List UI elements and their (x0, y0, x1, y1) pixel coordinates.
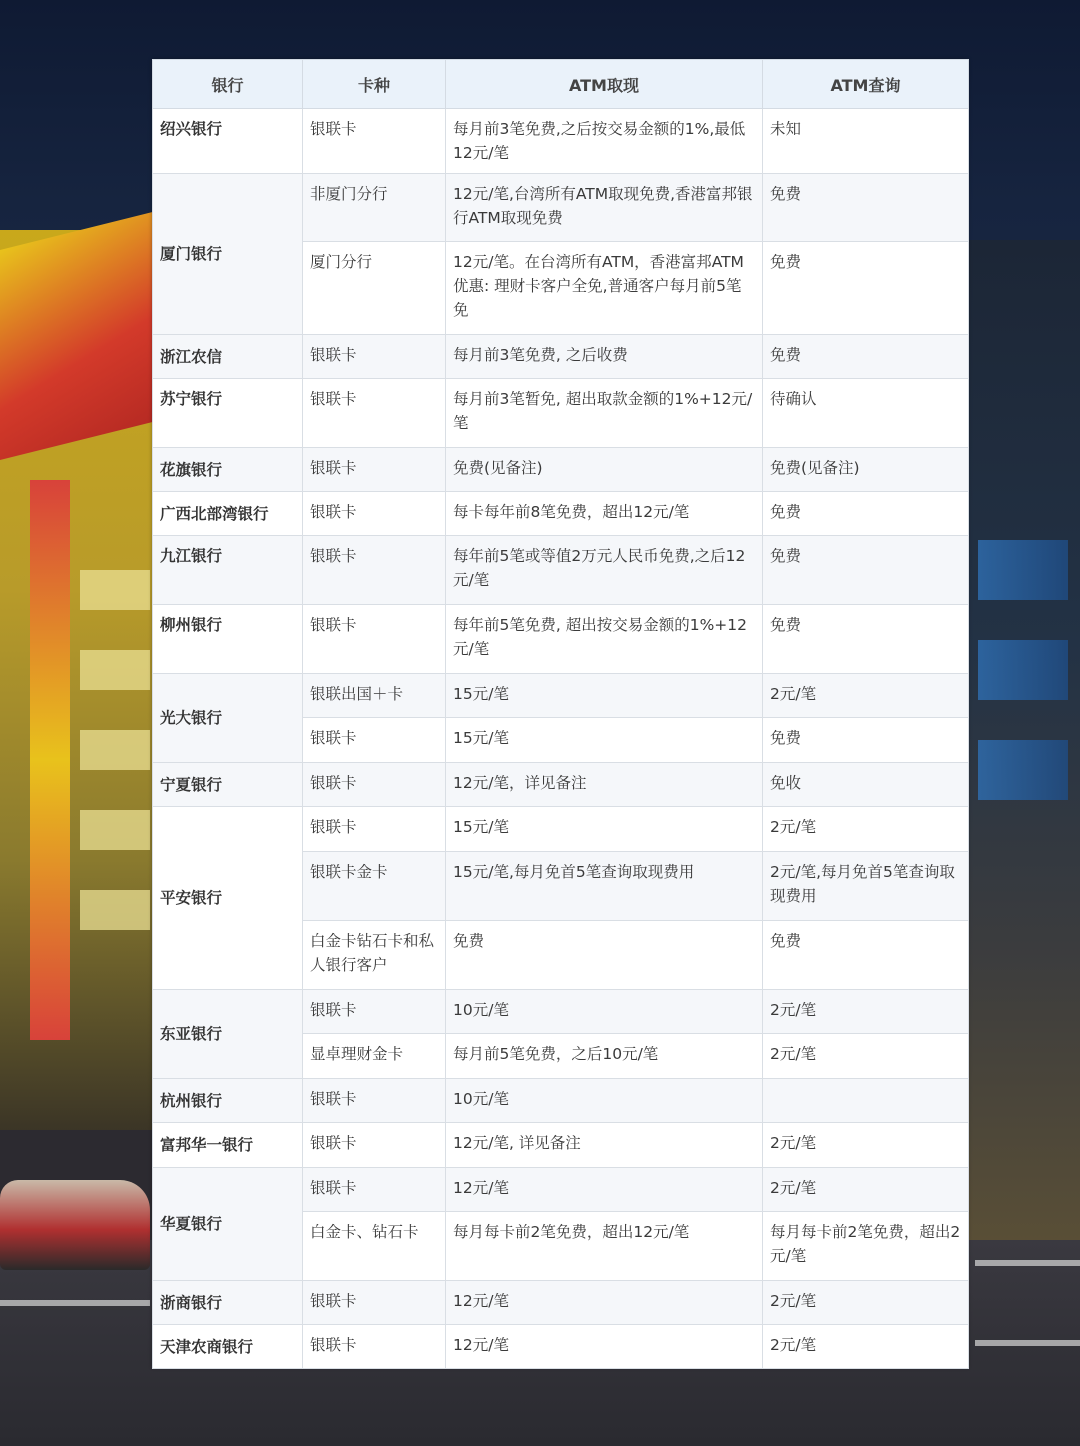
query-cell: 免费 (763, 718, 969, 763)
bank-cell: 华夏银行 (153, 1168, 303, 1281)
header-card-type: 卡种 (303, 60, 446, 109)
withdraw-cell: 10元/笔 (446, 990, 763, 1034)
card-cell: 银联卡 (303, 763, 446, 807)
query-cell: 免收 (763, 763, 969, 807)
card-cell: 银联卡 (303, 448, 446, 492)
bank-cell: 富邦华一银行 (153, 1123, 303, 1168)
header-atm-withdraw: ATM取现 (446, 60, 763, 109)
atm-fee-table (152, 59, 969, 1369)
card-cell: 显卓理财金卡 (303, 1034, 446, 1079)
table-row (153, 990, 969, 1034)
card-cell: 银联卡金卡 (303, 852, 446, 921)
query-cell: 2元/笔 (763, 1034, 969, 1079)
table-row (153, 807, 969, 852)
withdraw-cell: 每月每卡前2笔免费，超出12元/笔 (446, 1212, 763, 1281)
card-cell: 银联出国＋卡 (303, 674, 446, 718)
withdraw-cell: 每卡每年前8笔免费，超出12元/笔 (446, 492, 763, 536)
query-cell: 待确认 (763, 379, 969, 448)
bank-cell: 苏宁银行 (153, 379, 303, 448)
withdraw-cell: 12元/笔 (446, 1325, 763, 1369)
query-cell: 免费 (763, 921, 969, 990)
withdraw-cell: 15元/笔 (446, 718, 763, 763)
withdraw-cell: 每月前3笔暂免, 超出取款金额的1%+12元/笔 (446, 379, 763, 448)
table-row (153, 109, 969, 174)
card-cell: 银联卡 (303, 1079, 446, 1123)
bank-cell: 浙商银行 (153, 1281, 303, 1325)
background-road-marking (0, 1300, 150, 1306)
card-cell: 银联卡 (303, 718, 446, 763)
background-building-right (968, 240, 1080, 1250)
query-cell: 免费 (763, 335, 969, 379)
withdraw-cell: 12元/笔 (446, 1168, 763, 1212)
table-row (153, 605, 969, 674)
background-sign (0, 210, 160, 460)
bank-cell: 光大银行 (153, 674, 303, 763)
table-row (153, 1281, 969, 1325)
background-window (80, 890, 150, 930)
background-road-marking (975, 1340, 1080, 1346)
withdraw-cell: 12元/笔，详见备注 (446, 763, 763, 807)
bank-cell: 柳州银行 (153, 605, 303, 674)
card-cell: 银联卡 (303, 1123, 446, 1168)
bank-cell: 花旗银行 (153, 448, 303, 492)
card-cell: 白金卡钻石卡和私人银行客户 (303, 921, 446, 990)
card-cell: 银联卡 (303, 1168, 446, 1212)
withdraw-cell: 12元/笔,台湾所有ATM取现免费,香港富邦银行ATM取现免费 (446, 174, 763, 242)
query-cell: 2元/笔 (763, 674, 969, 718)
background-window (80, 570, 150, 610)
background-window (978, 540, 1068, 600)
query-cell: 免费 (763, 242, 969, 335)
table-row (153, 379, 969, 448)
table-row (153, 674, 969, 718)
header-bank: 银行 (153, 60, 303, 109)
card-cell: 银联卡 (303, 1325, 446, 1369)
query-cell: 2元/笔,每月免首5笔查询取现费用 (763, 852, 969, 921)
table-row (153, 536, 969, 605)
background-window (80, 650, 150, 690)
table-row (153, 1325, 969, 1369)
bank-cell: 厦门银行 (153, 174, 303, 335)
withdraw-cell: 免费(见备注) (446, 448, 763, 492)
query-cell: 每月每卡前2笔免费，超出2元/笔 (763, 1212, 969, 1281)
query-cell: 2元/笔 (763, 1168, 969, 1212)
table-row (153, 1168, 969, 1212)
withdraw-cell: 12元/笔 (446, 1281, 763, 1325)
card-cell: 银联卡 (303, 109, 446, 174)
table-row (153, 335, 969, 379)
header-atm-query: ATM查询 (763, 60, 969, 109)
atm-fee-table-card (152, 59, 968, 1367)
query-cell: 免费 (763, 605, 969, 674)
withdraw-cell: 每月前3笔免费, 之后收费 (446, 335, 763, 379)
card-cell: 非厦门分行 (303, 174, 446, 242)
background-vertical-sign (30, 480, 70, 1040)
bank-cell: 浙江农信 (153, 335, 303, 379)
query-cell: 免费(见备注) (763, 448, 969, 492)
table-row (153, 1079, 969, 1123)
table-row (153, 763, 969, 807)
bank-cell: 天津农商银行 (153, 1325, 303, 1369)
withdraw-cell: 15元/笔 (446, 674, 763, 718)
table-row (153, 448, 969, 492)
query-cell: 免费 (763, 174, 969, 242)
bank-cell: 九江银行 (153, 536, 303, 605)
withdraw-cell: 每年前5笔或等值2万元人民币免费,之后12元/笔 (446, 536, 763, 605)
background-taxi (0, 1180, 150, 1270)
query-cell: 2元/笔 (763, 1281, 969, 1325)
withdraw-cell: 10元/笔 (446, 1079, 763, 1123)
query-cell: 免费 (763, 492, 969, 536)
card-cell: 银联卡 (303, 807, 446, 852)
query-cell (763, 1079, 969, 1123)
withdraw-cell: 每月前3笔免费,之后按交易金额的1%,最低12元/笔 (446, 109, 763, 174)
background-building-left (0, 230, 160, 1130)
bank-cell: 杭州银行 (153, 1079, 303, 1123)
query-cell: 免费 (763, 536, 969, 605)
query-cell: 2元/笔 (763, 807, 969, 852)
card-cell: 白金卡、钻石卡 (303, 1212, 446, 1281)
withdraw-cell: 12元/笔, 详见备注 (446, 1123, 763, 1168)
card-cell: 银联卡 (303, 990, 446, 1034)
card-cell: 银联卡 (303, 536, 446, 605)
background-window (80, 810, 150, 850)
bank-cell: 宁夏银行 (153, 763, 303, 807)
background-window (978, 740, 1068, 800)
card-cell: 银联卡 (303, 335, 446, 379)
withdraw-cell: 15元/笔 (446, 807, 763, 852)
background-window (80, 730, 150, 770)
bank-cell: 绍兴银行 (153, 109, 303, 174)
card-cell: 银联卡 (303, 492, 446, 536)
withdraw-cell: 免费 (446, 921, 763, 990)
query-cell: 未知 (763, 109, 969, 174)
withdraw-cell: 每年前5笔免费, 超出按交易金额的1%+12元/笔 (446, 605, 763, 674)
card-cell: 厦门分行 (303, 242, 446, 335)
card-cell: 银联卡 (303, 1281, 446, 1325)
query-cell: 2元/笔 (763, 1325, 969, 1369)
table-row (153, 492, 969, 536)
background-window (978, 640, 1068, 700)
card-cell: 银联卡 (303, 605, 446, 674)
table-row (153, 1123, 969, 1168)
query-cell: 2元/笔 (763, 1123, 969, 1168)
withdraw-cell: 12元/笔。在台湾所有ATM，香港富邦ATM优惠: 理财卡客户全免,普通客户每月前5笔免 (446, 242, 763, 335)
table-row (153, 174, 969, 242)
card-cell: 银联卡 (303, 379, 446, 448)
background-road-marking (975, 1260, 1080, 1266)
bank-cell: 平安银行 (153, 807, 303, 990)
bank-cell: 广西北部湾银行 (153, 492, 303, 536)
withdraw-cell: 每月前5笔免费，之后10元/笔 (446, 1034, 763, 1079)
query-cell: 2元/笔 (763, 990, 969, 1034)
withdraw-cell: 15元/笔,每月免首5笔查询取现费用 (446, 852, 763, 921)
table-header-row (153, 60, 969, 109)
bank-cell: 东亚银行 (153, 990, 303, 1079)
